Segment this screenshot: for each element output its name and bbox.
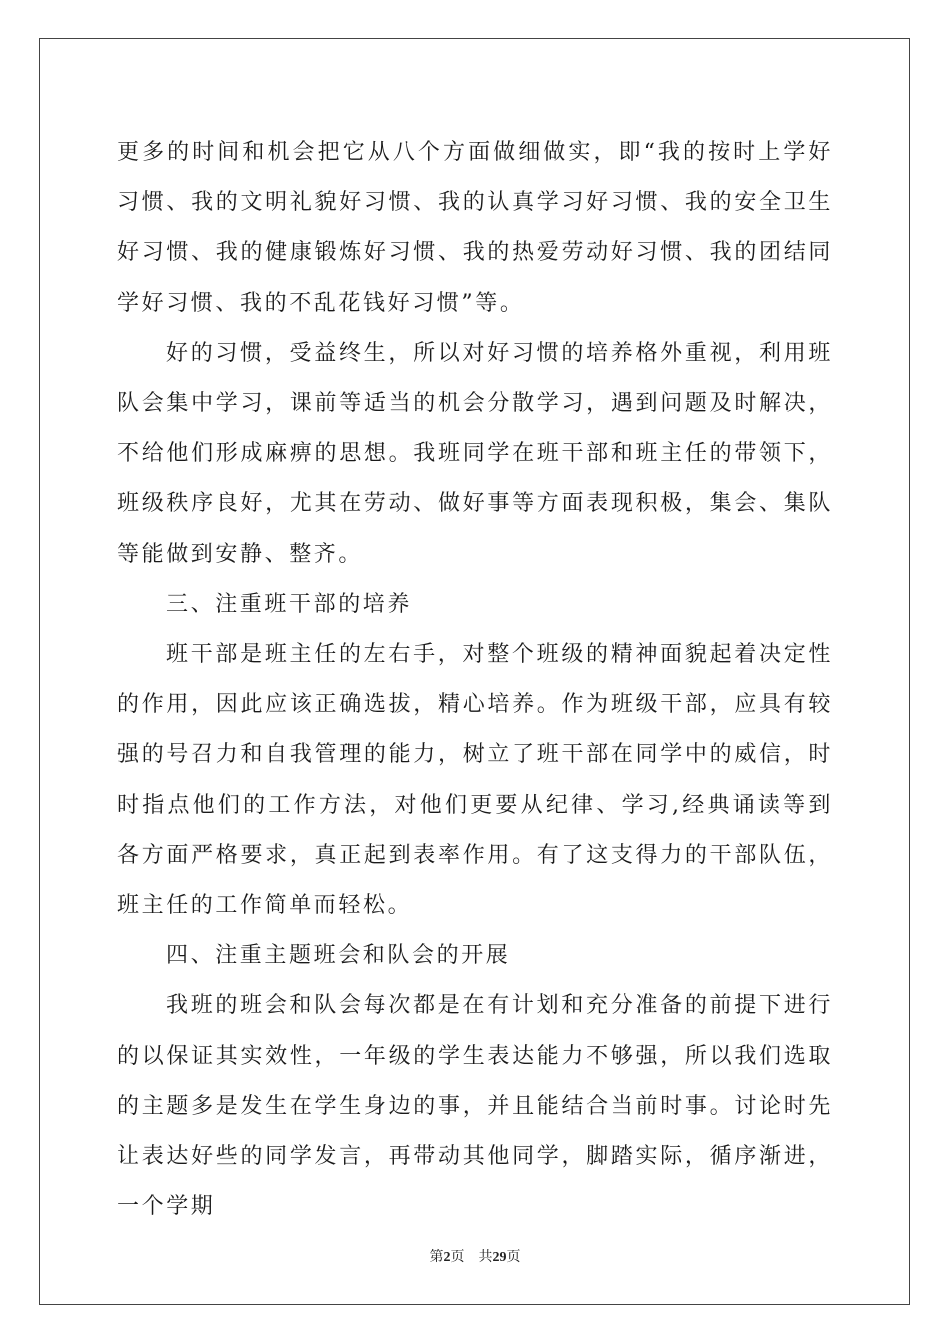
- section-heading-4: 四、注重主题班会和队会的开展: [166, 943, 511, 969]
- page-suffix: 页: [450, 1249, 465, 1265]
- total-pages: 29: [492, 1250, 507, 1265]
- page-number: 2: [443, 1250, 451, 1265]
- paragraph-4: 班干部是班主任的左右手，对整个班级的精神面貌起着决定性的作用，因此应该正确选拔，精心培养。作为班级干部，应具有较强的号召力和自我管理的能力，树立了班干部在同学中的威信，时时指点他们的工作方法，对他们更要从纪律、学习,经典诵读等到各方面严格要求，真正起到表率作用。有了这支得力的干部队伍，班主任的工作简单而轻松。: [117, 642, 833, 919]
- total-prefix: 共: [478, 1249, 493, 1265]
- paragraph-6: 我班的班会和队会每次都是在有计划和充分准备的前提下进行的以保证其实效性，一年级的学生表达能力不够强，所以我们选取的主题多是发生在学生身边的事，并且能结合当前时事。讨论时先让表达好些的同学发言，再带动其他同学，脚踏实际，循序渐进，一个学期: [117, 993, 833, 1220]
- total-suffix: 页: [506, 1249, 521, 1265]
- paragraph-1: 更多的时间和机会把它从八个方面做细做实，即“我的按时上学好习惯、我的文明礼貌好习惯、我的认真学习好习惯、我的安全卫生好习惯、我的健康锻炼好习惯、我的热爱劳动好习惯、我的团结同学好习惯、我的不乱花钱好习惯”等。: [117, 140, 833, 316]
- page-prefix: 第: [429, 1249, 444, 1265]
- page-footer: [0, 1246, 950, 1266]
- section-heading-3: 三、注重班干部的培养: [166, 591, 413, 617]
- document-body: [117, 128, 833, 1232]
- paragraph-2: 好的习惯，受益终生，所以对好习惯的培养格外重视，利用班队会集中学习，课前等适当的机会分散学习，遇到问题及时解决，不给他们形成麻痹的思想。我班同学在班干部和班主任的带领下，班级秩序良好，尤其在劳动、做好事等方面表现积极，集会、集队等能做到安静、整齐。: [117, 340, 833, 567]
